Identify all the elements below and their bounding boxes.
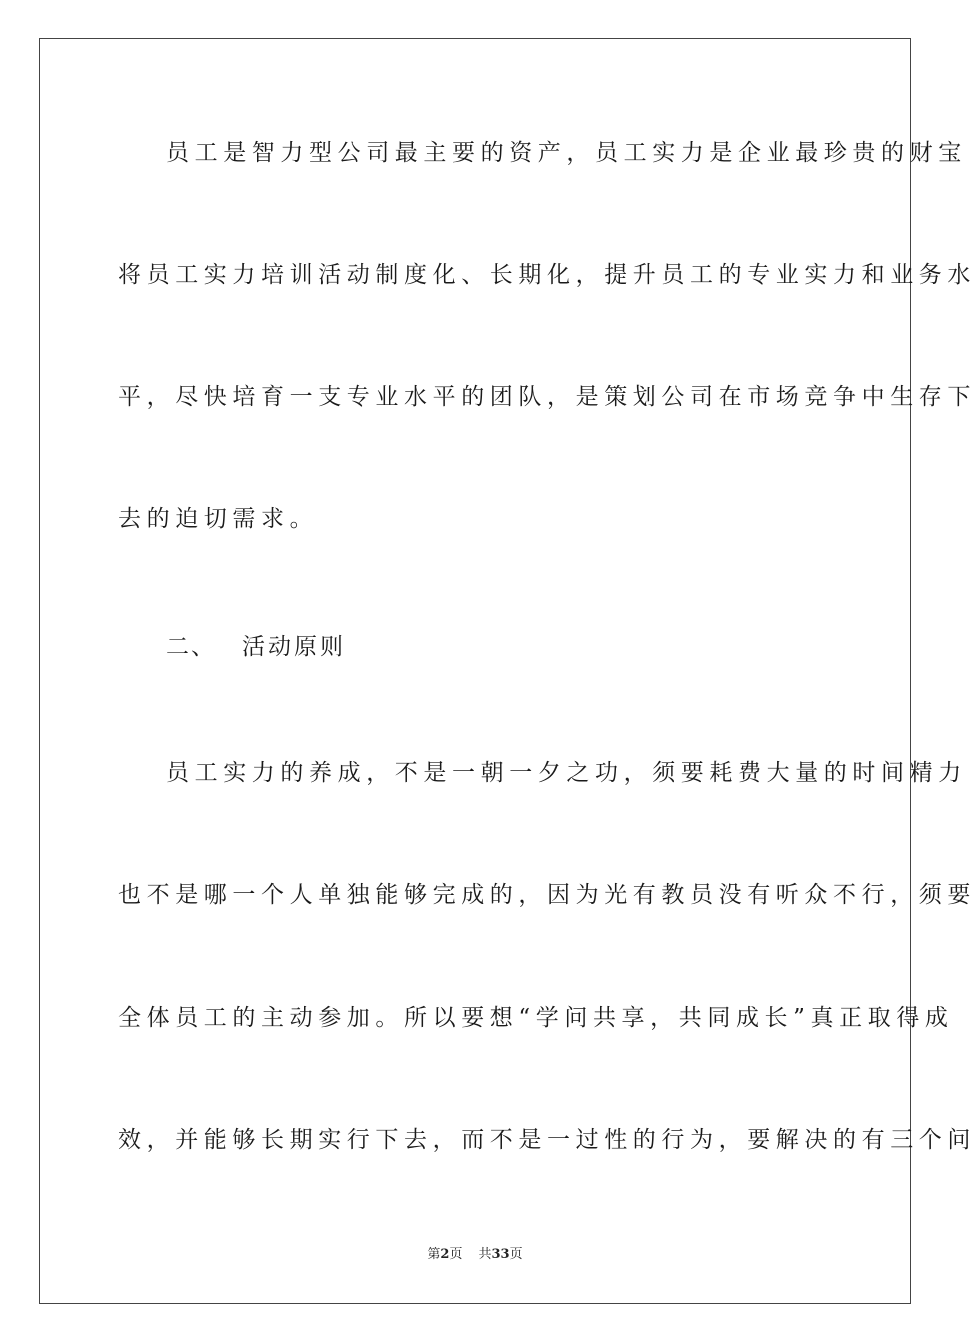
paragraph-line-1: 员工是智力型公司最主要的资产，员工实力是企业最珍贵的财宝 <box>166 140 967 166</box>
paragraph-line-2: 将员工实力培训活动制度化、长期化，提升员工的专业实力和业务水 <box>118 262 976 288</box>
page-frame <box>39 38 976 1304</box>
section-number: 二、 <box>166 634 216 660</box>
paragraph-line-7: 全体员工的主动参加。所以要想“学问共享，共同成长”真正取得成 <box>118 1005 954 1031</box>
paragraph-line-8: 效，并能够长期实行下去，而不是一过性的行为，要解决的有三个问 <box>118 1127 976 1153</box>
paragraph-line-6: 也不是哪一个人单独能够完成的，因为光有教员没有听众不行，须要 <box>118 882 976 908</box>
section-title: 活动原则 <box>242 634 346 660</box>
paragraph-line-3: 平，尽快培育一支专业水平的团队，是策划公司在市场竞争中生存下 <box>118 384 976 410</box>
footer-page-number: 2 <box>440 1247 450 1262</box>
footer-total-prefix: 共 <box>478 1247 492 1262</box>
footer-total-number: 33 <box>491 1247 510 1262</box>
paragraph-line-5: 员工实力的养成，不是一朝一夕之功，须要耗费大量的时间精力 <box>166 760 967 786</box>
footer-total-suffix: 页 <box>509 1247 523 1262</box>
page-footer <box>0 1246 950 1264</box>
paragraph-line-4: 去的迫切需求。 <box>118 506 319 532</box>
footer-page-prefix: 第 <box>427 1247 441 1262</box>
footer-page-suffix: 页 <box>449 1247 463 1262</box>
section-heading <box>166 632 346 662</box>
